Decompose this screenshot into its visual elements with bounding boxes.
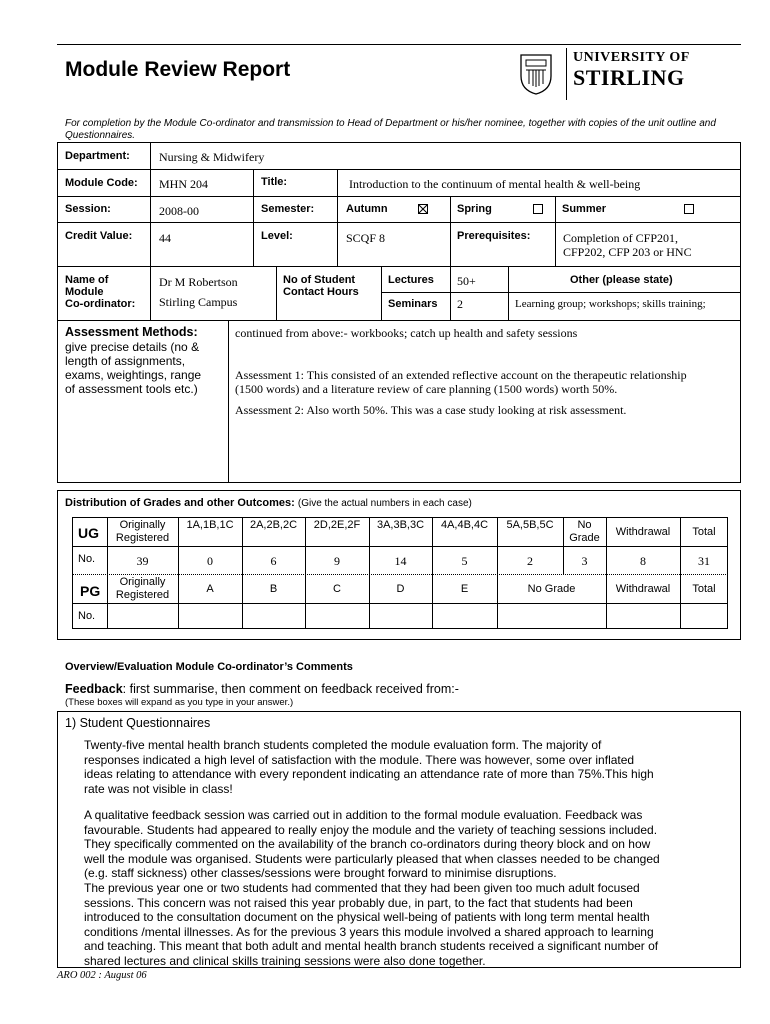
overview-heading: Overview/Evaluation Module Co-ordinator’s Comments [65, 661, 353, 673]
ug-withdrawal-header: Withdrawal [615, 526, 671, 538]
summer-checkbox[interactable] [684, 204, 694, 214]
p1-line: ideas relating to attendance with every repondent indicating an attendance rate of more than 75%.This high [84, 767, 654, 782]
p2-line: favourable. Students had appeared to really enjoy the module and the variety of teaching sessions included. [84, 822, 658, 837]
feedback-rest: : first summarise, then comment on feedback received from:- [122, 682, 459, 696]
p2-line: They specifically commented on the availability of the branch co-ordinators during theory block and on how [84, 837, 651, 852]
contact-hours-label-line2: Contact Hours [283, 286, 359, 298]
ug-value-2[interactable]: 6 [270, 554, 277, 568]
pg-col-a: A [206, 583, 214, 595]
coordinator-name[interactable]: Dr M Robertson [159, 275, 238, 289]
assessment-hint-line1: give precise details (no & [65, 340, 200, 354]
prerequisites-value-line1[interactable]: Completion of CFP201, [563, 231, 679, 245]
pg-col-b: B [269, 583, 278, 595]
assessment-1-line1[interactable]: Assessment 1: This consisted of an extended reflective account on the therapeutic relationship [235, 368, 687, 382]
ug-col-4: 3A,3B,3C [376, 519, 425, 531]
credit-value[interactable]: 44 [159, 231, 171, 245]
seminars-label: Seminars [388, 298, 438, 310]
feedback-paragraph-2[interactable] [84, 808, 734, 969]
feedback-bold: Feedback [65, 682, 123, 696]
p2-line: sessions. This concern was not raised this year probably due, in part, to the fact that students had been [84, 895, 633, 910]
autumn-label: Autumn [346, 203, 388, 215]
lectures-value[interactable]: 50+ [457, 274, 476, 288]
p2-line: and teaching. This meant that both adult and mental health branch students received a significant number of [84, 939, 659, 954]
university-crest-icon [518, 52, 554, 96]
ug-col-1: 1A,1B,1C [186, 519, 234, 531]
level-label: Level: [261, 230, 293, 242]
pg-originally-line1: Originally [119, 576, 166, 588]
p1-line: rate was not visible in class! [84, 781, 233, 796]
p2-line: introduced to the consultation document on the physical well-being of patients with long term mental health [84, 910, 650, 925]
no-grade-line2: Grade [569, 532, 600, 544]
semester-label: Semester: [261, 203, 315, 215]
grades-heading-text: Distribution of Grades and other Outcomes: [65, 497, 295, 509]
ug-value-no-grade[interactable]: 3 [581, 554, 588, 568]
pg-col-c: C [333, 583, 341, 595]
page-title: Module Review Report [65, 58, 291, 81]
p2-line: The previous year one or two students had commented that they had been given too much adult focused [84, 880, 640, 895]
contact-hours-label-line1: No of Student [283, 274, 356, 286]
session-label: Session: [65, 203, 111, 215]
assessment-continued[interactable]: continued from above:- workbooks; catch up health and safety sessions [235, 326, 578, 340]
p2-line: well the module was organised. Students were particularly pleased that when classes needed to be changed [84, 851, 660, 866]
lectures-label: Lectures [388, 274, 434, 286]
p2-line: shared lectures and clinical skills training sessions were also done together. [84, 953, 486, 968]
ug-value-4[interactable]: 14 [394, 554, 407, 568]
ug-value-5[interactable]: 5 [461, 554, 468, 568]
pg-col-d: D [396, 583, 405, 595]
coordinator-label-line1: Name of [65, 274, 109, 286]
pg-originally-registered-header [107, 576, 178, 602]
module-details-form [57, 142, 741, 483]
assessment-1-line2[interactable]: (1500 words) and a literature review of care planning (1500 words) worth 50%. [235, 382, 618, 396]
feedback-line [65, 682, 459, 696]
pg-originally-line2: Registered [115, 589, 170, 601]
expand-note: (These boxes will expand as you type in your answer.) [65, 697, 294, 708]
assessment-hint-line4: of assessment tools etc.) [65, 382, 198, 396]
university-name-line1: UNIVERSITY OF [573, 50, 690, 65]
ug-col-5: 4A,4B,4C [440, 519, 489, 531]
top-rule [57, 44, 741, 45]
summer-label: Summer [562, 203, 607, 215]
pg-no-label: No. [78, 610, 96, 622]
pg-col-e: E [460, 583, 469, 595]
grades-heading [65, 497, 472, 509]
pg-label: PG [80, 583, 101, 599]
p2-line: A qualitative feedback session was carried out in addition to the formal module evaluation. Feedback was [84, 808, 643, 822]
university-name-line2: STIRLING [573, 65, 685, 90]
module-code-label: Module Code: [65, 177, 138, 189]
prerequisites-label: Prerequisites: [457, 230, 531, 242]
feedback-paragraph-1[interactable] [84, 738, 734, 796]
spring-label: Spring [457, 203, 492, 215]
footer-ref: ARO 002 : August 06 [57, 970, 147, 981]
assessment-2[interactable]: Assessment 2: Also worth 50%. This was a case study looking at risk assessment. [235, 403, 627, 417]
assessment-heading: Assessment Methods: [65, 325, 198, 339]
intro-text: For completion by the Module Co-ordinator and transmission to Head of Department or his/her nominee, together with copies of the unit outline and Questionnaires. [65, 118, 716, 141]
credit-value-label: Credit Value: [65, 230, 133, 242]
ug-col-3: 2D,2E,2F [313, 519, 361, 531]
seminars-value[interactable]: 2 [457, 297, 463, 311]
title-label: Title: [261, 176, 288, 188]
p2-line: (e.g. staff sickness) other classes/sessions were brought forward to minimise disruptions. [84, 866, 557, 881]
coordinator-campus[interactable]: Stirling Campus [159, 295, 238, 309]
pg-total-header: Total [692, 583, 716, 595]
title-value[interactable]: Introduction to the continuum of mental health & well-being [349, 177, 641, 191]
module-code-value[interactable]: MHN 204 [159, 177, 209, 191]
section-title: 1) Student Questionnaires [65, 716, 211, 730]
department-label: Department: [65, 150, 130, 162]
originally-line1: Originally [119, 519, 166, 531]
ug-value-1[interactable]: 0 [207, 554, 213, 568]
logo-divider [566, 48, 567, 100]
department-value[interactable]: Nursing & Midwifery [159, 150, 265, 164]
no-grade-line1: No [577, 519, 592, 531]
assessment-hint-line3: exams, weightings, range [65, 368, 202, 382]
other-label: Other (please state) [570, 274, 673, 286]
ug-value-3[interactable]: 9 [334, 554, 340, 568]
ug-originally-registered-header [107, 519, 178, 545]
ug-no-label: No. [78, 553, 96, 565]
ug-value-total[interactable]: 31 [698, 554, 710, 568]
ug-col-2: 2A,2B,2C [249, 519, 298, 531]
spring-checkbox[interactable] [533, 204, 543, 214]
p2-line: conditions /mental illnesses. As for the previous 3 years this module involved a shared approach to learning [84, 924, 654, 939]
grades-heading-note: (Give the actual numbers in each case) [297, 498, 472, 509]
checked-cross-icon [419, 205, 427, 213]
ug-value-withdrawal[interactable]: 8 [640, 554, 646, 568]
coordinator-label-line3: Co-ordinator: [65, 298, 136, 310]
other-value[interactable]: Learning group; workshops; skills training; [515, 298, 706, 310]
ug-total-header: Total [692, 526, 716, 538]
originally-line2: Registered [115, 532, 170, 544]
p1-line: responses indicated a high level of satisfaction with the module. There was however, some over inflated [84, 752, 635, 767]
level-value[interactable]: SCQF 8 [346, 231, 386, 245]
pg-withdrawal-header: Withdrawal [615, 583, 671, 595]
autumn-checkbox[interactable] [418, 204, 428, 214]
ug-no-grade-header [563, 519, 606, 545]
assessment-hint-line2: length of assignments, [65, 354, 186, 368]
ug-col-6: 5A,5B,5C [506, 519, 554, 531]
pg-no-grade-header: No Grade [527, 583, 576, 595]
session-value[interactable]: 2008-00 [159, 204, 199, 218]
ug-label: UG [78, 525, 99, 541]
prerequisites-value-line2[interactable]: CFP202, CFP 203 or HNC [563, 245, 692, 259]
p1-line: Twenty-five mental health branch students completed the module evaluation form. The majority of [84, 738, 602, 752]
coordinator-label-line2: Module [65, 286, 104, 298]
ug-value-originally[interactable]: 39 [136, 554, 149, 568]
ug-value-6[interactable]: 2 [527, 554, 533, 568]
